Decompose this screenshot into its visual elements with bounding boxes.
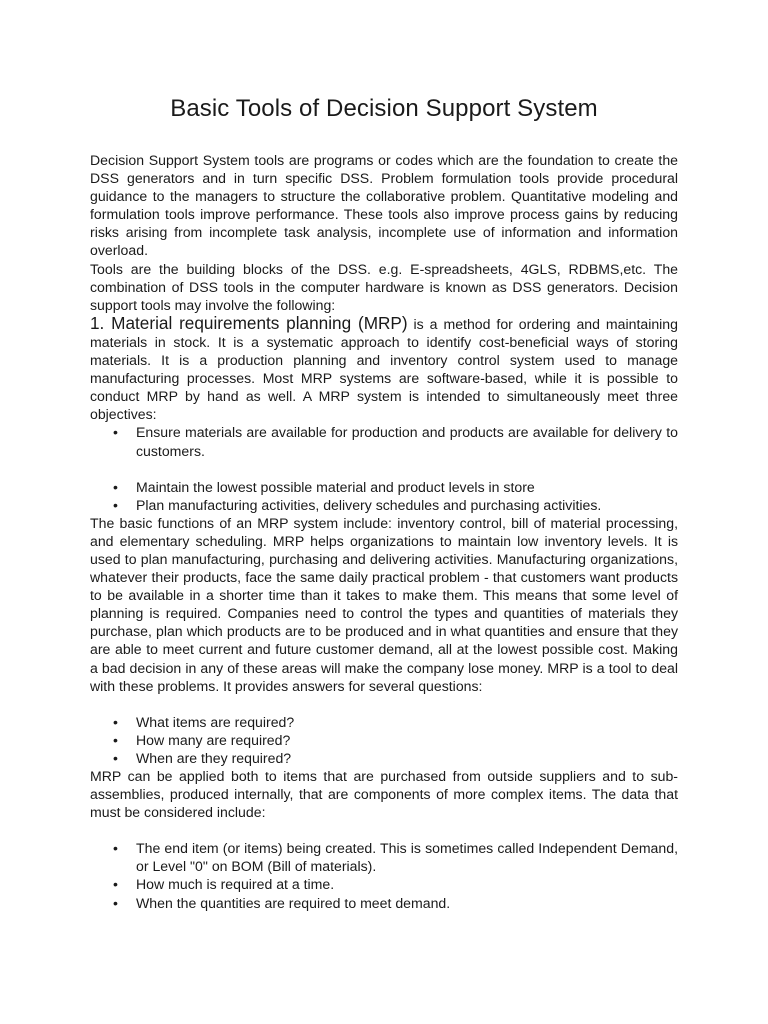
list-item: • When are they required?	[90, 749, 678, 767]
list-item: • What items are required?	[90, 713, 678, 731]
list-item: • How many are required?	[90, 731, 678, 749]
functions-paragraph: The basic functions of an MRP system include: inventory control, bill of material processing, and elementary scheduling. MRP helps organizations to maintain low inventory levels. It is used to plan manufacturing, purchasing and delivering activities. Manufacturing organizations, whatever their products, face the same daily practical problem - that customers want products to be available in a shorter time than it takes to make them. This means that some level of planning is required. Companies need to control the types and quantities of materials they purchase, plan which products are to be produced and in what quantities and ensure that they are able to meet current and future customer demand, all at the lowest possible cost. Making a bad decision in any of these areas will make the company lose money. MRP is a tool to deal with these problems. It provides answers for several questions:	[90, 514, 678, 694]
section-mrp-heading: 1. Material requirements planning (MRP)	[90, 312, 408, 333]
list-item: • The end item (or items) being created. This is sometimes called Independent Demand, or Level "0" on BOM (Bill of materials).	[90, 839, 678, 875]
objectives-list	[90, 423, 678, 459]
list-item: • How much is required at a time.	[90, 875, 678, 893]
section-mrp-paragraph	[90, 314, 678, 424]
document-body	[90, 151, 678, 912]
spacer	[90, 695, 678, 713]
applied-paragraph: MRP can be applied both to items that are purchased from outside suppliers and to sub-assemblies, produced internally, that are components of more complex items. The data that must be considered include:	[90, 768, 678, 821]
list-item: • Maintain the lowest possible material and product levels in store	[90, 478, 678, 496]
list-item: • When the quantities are required to meet demand.	[90, 894, 678, 912]
objectives-list-continued	[90, 478, 678, 514]
page-title: Basic Tools of Decision Support System	[170, 95, 598, 122]
intro-paragraph-2: Tools are the building blocks of the DSS. e.g. E-spreadsheets, 4GLS, RDBMS,etc. The combination of DSS tools in the computer hardware is known as DSS generators. Decision support tools may involve the following:	[90, 260, 678, 313]
list-item: • Plan manufacturing activities, delivery schedules and purchasing activities.	[90, 496, 678, 514]
intro-paragraph-1: Decision Support System tools are programs or codes which are the foundation to create the DSS generators and in turn specific DSS. Problem formulation tools provide procedural guidance to the managers to structure the collaborative problem. Quantitative modeling and formulation tools improve performance. These tools also improve process gains by reducing risks arising from incomplete task analysis, incomplete use of information and information overload.	[90, 152, 678, 259]
section-mrp-text: is a method for ordering and maintaining materials in stock. It is a systematic approach to identify cost-beneficial ways of storing materials. It is a production planning and inventory control system used to manage manufacturing processes. Most MRP systems are software-based, while it is possible to conduct MRP by hand as well. A MRP system is intended to simultaneously meet three objectives:	[90, 315, 678, 423]
spacer	[90, 821, 678, 839]
data-items-list	[90, 839, 678, 911]
spacer	[90, 460, 678, 478]
questions-list	[90, 713, 678, 767]
list-item: • Ensure materials are available for production and products are available for delivery to customers.	[90, 423, 678, 459]
